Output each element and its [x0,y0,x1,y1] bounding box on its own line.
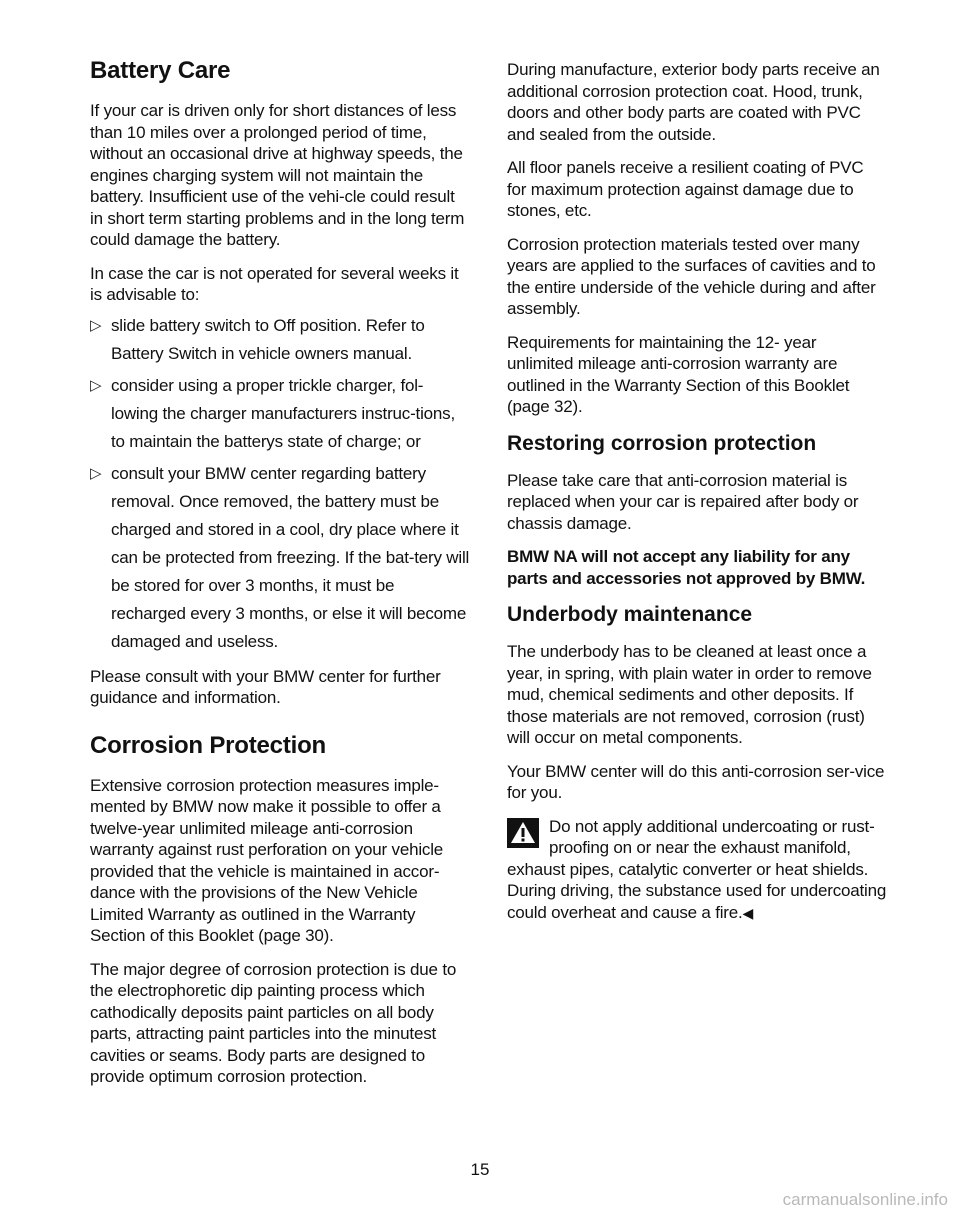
corrosion-paragraph-4: All floor panels receive a resilient coating of PVC for maximum protection against damage due to stones, etc. [507,158,864,220]
corrosion-paragraph-1: Extensive corrosion protection measures imple-mented by BMW now make it possible to offer a twelve-year unlimited mileage anti-corrosion warranty against rust perforation on your vehicle provided that the vehicle is maintained in accor-dance with the provisions of the New Vehicle Limited Warranty as outlined in the Warranty Section of this Booklet (page 30). [90,775,444,945]
corrosion-paragraph-5: Corrosion protection materials tested over many years are applied to the surfaces of cavities and to the entire underside of the vehicle during and after assembly. [507,234,876,318]
underbody-heading: Underbody maintenance [507,603,753,626]
battery-paragraph-2: In case the car is not operated for several weeks it is advisable to: [90,263,459,304]
list-item [90,312,470,368]
restoring-paragraph-1: Please take care that anti-corrosion material is replaced when your car is repaired after body or chassis damage. [507,470,859,533]
battery-advice-list [90,312,470,656]
corrosion-paragraph-3: During manufacture, exterior body parts receive an additional corrosion protection coat. Hood, trunk, doors and other body parts are coated with PVC and sealed from the outside. [507,60,880,144]
list-item [90,372,470,456]
watermark: carmanualsonline.info [782,1190,948,1209]
bullet-arrow-icon: ▷ [90,464,102,482]
page-number: 15 [470,1160,490,1179]
warning-text: Do not apply additional undercoating or rust-proofing on or near the exhaust manifold, exhaust pipes, catalytic converter or heat shields. During driving, the substance used for undercoating could overheat and cause a fire. [507,816,887,922]
list-item-text: consult your BMW center regarding battery removal. Once removed, the battery must be charged and stored in a cool, dry place where it can be protected from freezing. If the bat-tery will be stored for over 3 months, it must be recharged every 3 months, or else it will become damaged and useless. [111,463,470,651]
right-column [507,59,887,936]
end-of-section-icon: ◀ [742,904,754,921]
battery-paragraph-3: Please consult with your BMW center for further guidance and information. [90,666,441,707]
list-item [90,460,470,656]
warning-triangle-icon [507,818,539,848]
left-column [90,56,470,1100]
liability-notice: BMW NA will not accept any liability for any parts and accessories not approved by BMW. [507,547,866,588]
corrosion-paragraph-2: The major degree of corrosion protection is due to the electrophoretic dip painting process which cathodically deposits paint particles on all body parts, attracting paint particles into the minutest cavities or seams. Body parts are designed to provide optimum corrosion protection. [90,959,457,1086]
list-item-text: consider using a proper trickle charger, fol-lowing the charger manufacturers instruc-tions, to maintain the batterys state of charge; or [111,375,455,451]
list-item-text: slide battery switch to Off position. Refer to Battery Switch in vehicle owners manual. [111,315,425,363]
underbody-paragraph-1: The underbody has to be cleaned at least once a year, in spring, with plain water in order to remove mud, chemical sediments and other deposits. If those materials are not removed, corrosion (rust) will occur on metal components. [507,642,872,747]
corrosion-paragraph-6: Requirements for maintaining the 12- year unlimited mileage anti-corrosion warranty are outlined in the Warranty Section of this Booklet (page 32). [507,332,850,416]
underbody-paragraph-2: Your BMW center will do this anti-corrosion ser-vice for you. [507,761,885,802]
battery-care-heading: Battery Care [90,57,231,84]
undercoating-warning [507,816,887,925]
restoring-heading: Restoring corrosion protection [507,431,817,455]
battery-paragraph-1: If your car is driven only for short distances of less than 10 miles over a prolonged period of time, without an occasional drive at highway speeds, the engines charging system will not maintain the battery. Insufficient use of the vehi-cle could result in short term starting problems and in the long term could damage the battery. [90,101,465,249]
bullet-arrow-icon: ▷ [90,316,102,334]
bullet-arrow-icon: ▷ [90,376,102,394]
corrosion-protection-heading: Corrosion Protection [90,731,327,759]
